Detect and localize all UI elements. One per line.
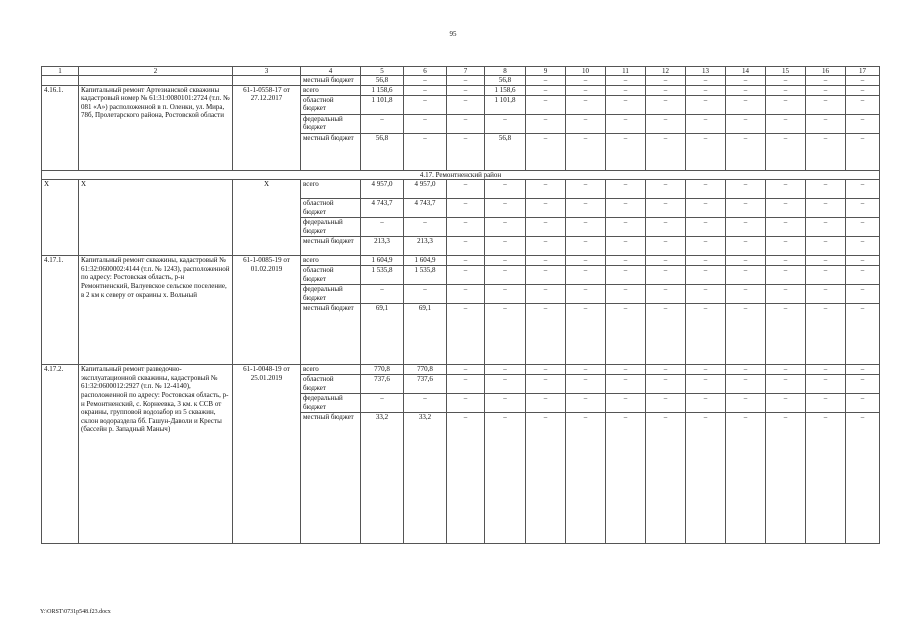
value-cell: – [485,256,526,266]
value-cell: – [526,304,566,365]
table-row [42,365,880,375]
value-cell: – [485,266,526,285]
value-cell: – [485,114,526,133]
value-cell: – [646,285,686,304]
value-cell: – [806,375,846,394]
value-cell: – [526,285,566,304]
column-number: 3 [233,67,301,76]
value-cell: – [686,76,726,86]
value-cell: – [361,218,404,237]
value-cell: – [726,133,766,170]
funding-type: всего [301,256,361,266]
column-number: 4 [301,67,361,76]
value-cell: – [846,133,880,170]
value-cell: – [846,304,880,365]
value-cell: – [646,375,686,394]
value-cell: – [606,199,646,218]
value-cell: – [606,95,646,114]
value-cell: – [485,413,526,544]
value-cell: – [606,180,646,199]
empty-cell [79,76,233,86]
value-cell: – [566,266,606,285]
table-row [42,85,880,95]
value-cell: – [846,76,880,86]
value-cell: – [404,95,447,114]
funding-type: федеральный бюджет [301,285,361,304]
value-cell: – [686,85,726,95]
value-cell: – [447,76,485,86]
value-cell: – [846,114,880,133]
value-cell: – [686,375,726,394]
value-cell: 4 743,7 [361,199,404,218]
value-cell: – [766,304,806,365]
value-cell: – [726,199,766,218]
value-cell: 56,8 [485,133,526,170]
value-cell: – [447,114,485,133]
value-cell: – [806,76,846,86]
value-cell: – [485,375,526,394]
value-cell: – [404,394,447,413]
column-number: 15 [766,67,806,76]
value-cell: – [846,237,880,256]
value-cell: – [806,218,846,237]
object-name: Капитальный ремонт Артезианской скважины кадастровый номер № 61:31:0080101:2724 (т.п. № 081 «А») расположенной в п. Оленки, ул. Мира, 78б, Пролетарского района, Ростовской области [79,85,233,170]
value-cell: – [766,394,806,413]
value-cell: – [726,114,766,133]
value-cell: – [526,114,566,133]
funding-type: местный бюджет [301,413,361,544]
value-cell: – [686,114,726,133]
value-cell: – [526,199,566,218]
value-cell: – [846,365,880,375]
value-cell: – [606,394,646,413]
value-cell: – [606,256,646,266]
value-cell: – [806,365,846,375]
value-cell: – [447,95,485,114]
value-cell: – [361,394,404,413]
value-cell: – [447,375,485,394]
funding-type: областной бюджет [301,95,361,114]
funding-type: всего [301,85,361,95]
value-cell: – [404,133,447,170]
column-number: 10 [566,67,606,76]
value-cell: – [566,180,606,199]
value-cell: – [726,365,766,375]
value-cell: – [526,133,566,170]
value-cell: – [485,237,526,256]
value-cell: 4 743,7 [404,199,447,218]
value-cell: – [447,199,485,218]
value-cell: – [726,85,766,95]
value-cell: – [526,266,566,285]
value-cell: – [447,365,485,375]
table-row [42,76,880,86]
value-cell: – [566,114,606,133]
value-cell: – [485,285,526,304]
value-cell: – [447,180,485,199]
value-cell: – [447,304,485,365]
row-id: Х [42,180,79,256]
value-cell: – [726,76,766,86]
value-cell: 56,8 [361,133,404,170]
value-cell: – [686,256,726,266]
value-cell: – [566,85,606,95]
document-ref: 61-1-0048-19 от 25.01.2019 [233,365,301,544]
column-number: 5 [361,67,404,76]
document-ref: Х [233,180,301,256]
value-cell: – [806,237,846,256]
object-name: Капитальный ремонт скважины, кадастровый № 61:32:0600002:4144 (т.п. № 1243), расположенной по адресу: Ростовская область, р-н Ремонтненский, Валуевское сельское поселение, в 2 км к северу от окраины х. Вольный [79,256,233,365]
value-cell: – [686,218,726,237]
value-cell: – [566,365,606,375]
value-cell: – [686,365,726,375]
value-cell: – [646,218,686,237]
funding-type: федеральный бюджет [301,394,361,413]
value-cell: – [566,375,606,394]
value-cell: 56,8 [485,76,526,86]
value-cell: – [404,285,447,304]
value-cell: – [646,266,686,285]
value-cell: – [646,256,686,266]
value-cell: – [566,133,606,170]
value-cell: – [646,114,686,133]
value-cell: – [806,266,846,285]
value-cell: – [766,114,806,133]
funding-type: федеральный бюджет [301,114,361,133]
value-cell: – [766,365,806,375]
value-cell: 1 604,9 [404,256,447,266]
value-cell: – [447,85,485,95]
funding-type: областной бюджет [301,375,361,394]
value-cell: – [766,218,806,237]
funding-type: местный бюджет [301,76,361,86]
value-cell: 1 535,8 [404,266,447,285]
value-cell: – [766,95,806,114]
value-cell: – [606,76,646,86]
document-ref: 61-1-0558-17 от 27.12.2017 [233,85,301,170]
table-row [42,180,880,199]
value-cell: – [686,133,726,170]
value-cell: 770,8 [361,365,404,375]
value-cell: – [846,85,880,95]
value-cell: – [846,285,880,304]
value-cell: – [404,218,447,237]
value-cell: – [404,85,447,95]
column-number: 2 [79,67,233,76]
value-cell: – [646,413,686,544]
value-cell: 4 957,0 [404,180,447,199]
value-cell: – [404,76,447,86]
row-id: 4.17.1. [42,256,79,365]
value-cell: – [566,218,606,237]
value-cell: 1 101,8 [361,95,404,114]
empty-cell [233,76,301,86]
header-row [42,67,880,76]
value-cell: – [447,413,485,544]
value-cell: – [766,133,806,170]
value-cell: – [606,266,646,285]
value-cell: – [646,76,686,86]
column-number: 13 [686,67,726,76]
value-cell: – [526,365,566,375]
value-cell: 1 604,9 [361,256,404,266]
budget-table [41,66,880,544]
value-cell: 33,2 [404,413,447,544]
funding-type: всего [301,180,361,199]
column-number: 6 [404,67,447,76]
row-id: 4.17.2. [42,365,79,544]
value-cell: 770,8 [404,365,447,375]
value-cell: – [447,256,485,266]
value-cell: – [726,304,766,365]
value-cell: – [646,199,686,218]
value-cell: – [806,394,846,413]
page-number: 95 [449,30,457,38]
value-cell: – [485,199,526,218]
value-cell: 56,8 [361,76,404,86]
value-cell: 69,1 [404,304,447,365]
value-cell: – [566,199,606,218]
value-cell: – [766,76,806,86]
value-cell: – [806,180,846,199]
funding-type: всего [301,365,361,375]
value-cell: 33,2 [361,413,404,544]
value-cell: – [447,266,485,285]
value-cell: – [686,413,726,544]
value-cell: – [806,85,846,95]
value-cell: – [606,133,646,170]
value-cell: – [646,394,686,413]
value-cell: – [606,304,646,365]
value-cell: – [726,394,766,413]
section-row [42,170,880,180]
value-cell: – [766,199,806,218]
column-number: 8 [485,67,526,76]
value-cell: – [485,304,526,365]
value-cell: – [566,394,606,413]
value-cell: – [404,114,447,133]
value-cell: – [846,218,880,237]
object-name: Х [79,180,233,256]
value-cell: – [606,375,646,394]
value-cell: – [726,413,766,544]
value-cell: – [686,394,726,413]
column-number: 1 [42,67,79,76]
value-cell: – [806,285,846,304]
value-cell: – [566,256,606,266]
value-cell: – [447,133,485,170]
value-cell: – [485,218,526,237]
value-cell: – [606,413,646,544]
value-cell: – [766,237,806,256]
value-cell: 1 101,8 [485,95,526,114]
value-cell: – [566,285,606,304]
value-cell: – [686,285,726,304]
value-cell: – [526,85,566,95]
value-cell: – [686,95,726,114]
value-cell: – [846,394,880,413]
value-cell: – [806,133,846,170]
value-cell: – [566,95,606,114]
value-cell: – [526,256,566,266]
section-title: 4.17. Ремонтненский район [42,170,880,180]
value-cell: – [526,413,566,544]
value-cell: – [686,237,726,256]
value-cell: – [606,218,646,237]
value-cell: – [606,85,646,95]
value-cell: – [646,133,686,170]
value-cell: – [566,413,606,544]
column-number: 16 [806,67,846,76]
value-cell: – [726,237,766,256]
value-cell: – [485,394,526,413]
value-cell: 213,3 [404,237,447,256]
funding-type: областной бюджет [301,199,361,218]
value-cell: 737,6 [361,375,404,394]
value-cell: – [726,180,766,199]
value-cell: – [646,95,686,114]
value-cell: – [766,85,806,95]
value-cell: – [566,304,606,365]
value-cell: – [526,237,566,256]
column-number: 9 [526,67,566,76]
value-cell: – [485,365,526,375]
column-number: 7 [447,67,485,76]
value-cell: – [606,285,646,304]
value-cell: – [766,375,806,394]
funding-type: федеральный бюджет [301,218,361,237]
value-cell: – [686,180,726,199]
value-cell: – [447,218,485,237]
value-cell: – [726,266,766,285]
value-cell: – [526,76,566,86]
value-cell: – [646,85,686,95]
value-cell: – [766,180,806,199]
funding-type: местный бюджет [301,133,361,170]
footer-path: Y:\ORST\0731p548.f23.docx [40,609,111,615]
value-cell: – [646,365,686,375]
value-cell: – [806,413,846,544]
object-name: Капитальный ремонт разведочно-эксплуатационной скважины, кадастровый № 61:32:0600012:2927 (т.п. № 12-4140), расположенной по адресу: Ростовская область, р-н Ремонтненский, с. Корнеевка, 3 км. к ССВ от окраины, групповой водозабор из 5 скважин, склон водораздела бб. Гашун-Даволи и Кресты (бассейн р. Западный Маныч) [79,365,233,544]
value-cell: – [766,413,806,544]
value-cell: – [526,375,566,394]
value-cell: – [726,375,766,394]
value-cell: – [846,95,880,114]
value-cell: 737,6 [404,375,447,394]
value-cell: – [361,285,404,304]
value-cell: – [447,285,485,304]
value-cell: – [766,285,806,304]
funding-type: областной бюджет [301,266,361,285]
value-cell: 1 158,6 [361,85,404,95]
value-cell: – [566,76,606,86]
value-cell: – [526,180,566,199]
value-cell: – [566,237,606,256]
value-cell: – [606,365,646,375]
value-cell: – [686,199,726,218]
value-cell: – [646,237,686,256]
value-cell: – [726,256,766,266]
value-cell: – [726,285,766,304]
value-cell: – [766,256,806,266]
value-cell: 4 957,0 [361,180,404,199]
value-cell: – [846,180,880,199]
empty-cell [42,76,79,86]
value-cell: – [646,304,686,365]
value-cell: – [806,199,846,218]
value-cell: – [846,375,880,394]
value-cell: – [846,256,880,266]
column-number: 17 [846,67,880,76]
value-cell: – [526,218,566,237]
value-cell: – [806,114,846,133]
value-cell: – [485,180,526,199]
value-cell: – [846,413,880,544]
value-cell: – [686,266,726,285]
value-cell: – [686,304,726,365]
value-cell: – [606,237,646,256]
funding-type: местный бюджет [301,237,361,256]
value-cell: – [766,266,806,285]
column-number: 11 [606,67,646,76]
column-number: 12 [646,67,686,76]
value-cell: – [846,266,880,285]
value-cell: 213,3 [361,237,404,256]
value-cell: – [447,394,485,413]
row-id: 4.16.1. [42,85,79,170]
value-cell: – [361,114,404,133]
value-cell: 1 535,8 [361,266,404,285]
funding-type: местный бюджет [301,304,361,365]
value-cell: – [646,180,686,199]
value-cell: 1 158,6 [485,85,526,95]
value-cell: – [806,304,846,365]
value-cell: – [726,95,766,114]
value-cell: – [846,199,880,218]
value-cell: – [806,95,846,114]
column-number: 14 [726,67,766,76]
value-cell: – [526,394,566,413]
value-cell: – [606,114,646,133]
value-cell: 69,1 [361,304,404,365]
value-cell: – [726,218,766,237]
value-cell: – [526,95,566,114]
value-cell: – [447,237,485,256]
table-row [42,256,880,266]
document-ref: 61-1-0085-19 от 01.02.2019 [233,256,301,365]
value-cell: – [806,256,846,266]
